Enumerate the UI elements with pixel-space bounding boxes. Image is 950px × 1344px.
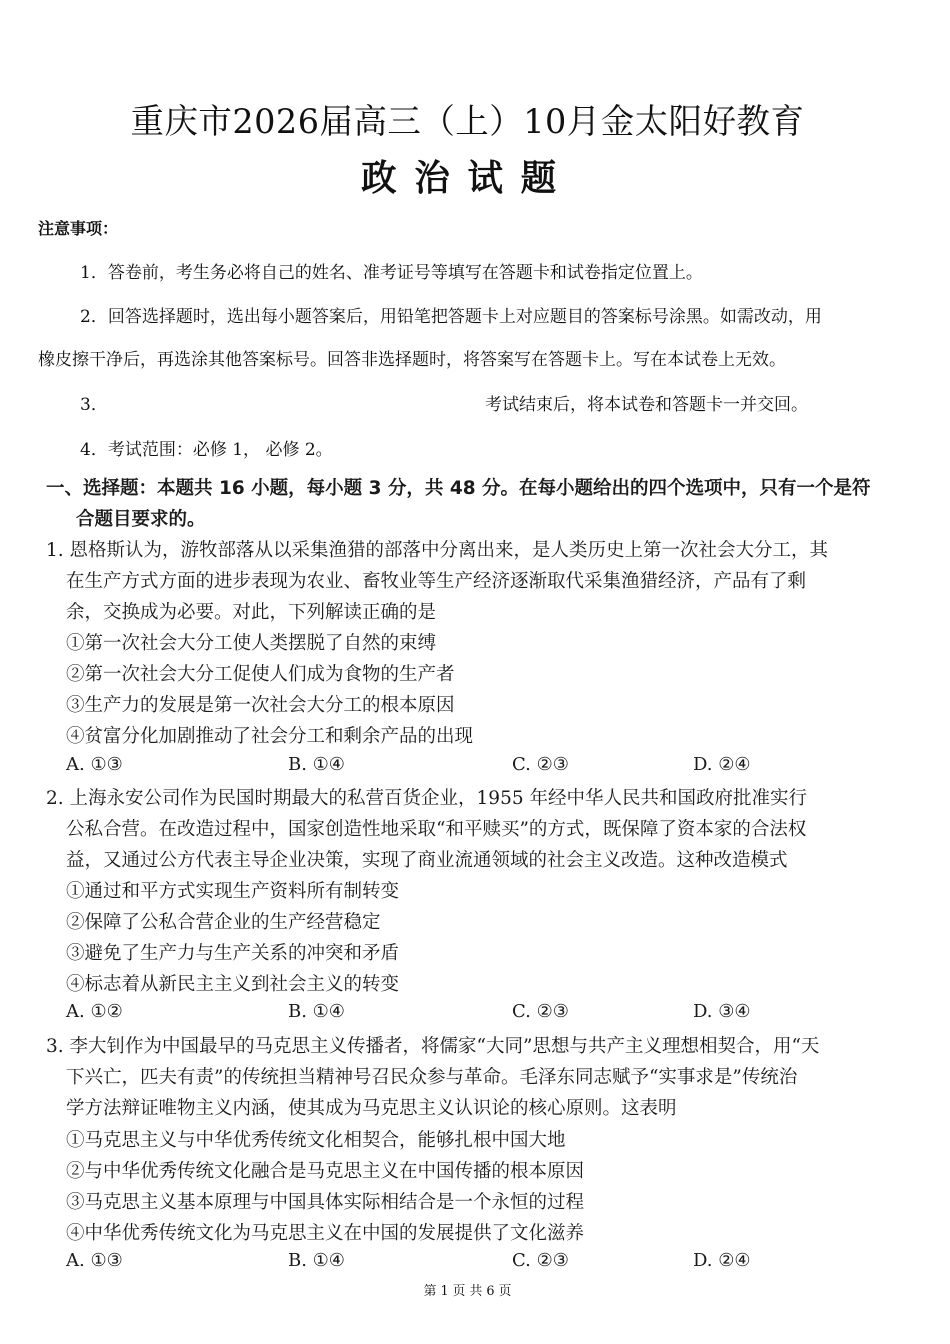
notice-heading: 注意事项： [38, 219, 119, 238]
q1-statement-3: ③生产力的发展是第一次社会大分工的根本原因 [66, 695, 455, 716]
q1-statement-1: ①第一次社会大分工使人类摆脱了自然的束缚 [66, 633, 437, 654]
section-heading: 一、选择题：本题共 16 小题，每小题 3 分，共 48 分。在每小题给出的四个选项中，只有一个是符 [46, 478, 871, 499]
section-heading-cont: 合题目要求的。 [76, 509, 206, 530]
notice-item-2-cont: 橡皮擦干净后，再选涂其他答案标号。回答非选择题时，将答案写在答题卡上。写在本试卷上无效。 [38, 350, 786, 370]
q3-stem-line2: 下兴亡，匹夫有责”的传统担当精神号召民众参与革命。毛泽东同志赋予“实事求是”传统治 [66, 1067, 798, 1088]
q1-stem-line3: 余，交换成为必要。对此，下列解读正确的是 [66, 602, 437, 623]
notice-item-3-text: 考试结束后，将本试卷和答题卡一并交回。 [485, 395, 808, 415]
q1-option-c: C. ②③ [512, 754, 569, 775]
notice-item-4: 4．考试范围：必修 1， 必修 2。 [80, 440, 333, 460]
q3-statement-4: ④中华优秀传统文化为马克思主义在中国的发展提供了文化滋养 [66, 1223, 585, 1244]
q2-stem-line3: 益，又通过公方代表主导企业决策，实现了商业流通领域的社会主义改造。这种改造模式 [66, 850, 788, 871]
q2-statement-2: ②保障了公私合营企业的生产经营稳定 [66, 912, 381, 933]
q2-stem-line1: 2. 上海永安公司作为民国时期最大的私营百货企业，1955 年经中华人民共和国政府批准实行 [46, 788, 807, 809]
q3-statement-1: ①马克思主义与中华优秀传统文化相契合，能够扎根中国大地 [66, 1130, 566, 1151]
q3-option-d: D. ②④ [693, 1250, 751, 1271]
q3-option-a: A. ①③ [66, 1250, 123, 1271]
notice-item-1: 1．答卷前，考生务必将自己的姓名、准考证号等填写在答题卡和试卷指定位置上。 [80, 263, 703, 283]
q1-option-d: D. ②④ [693, 754, 751, 775]
q3-statement-2: ②与中华优秀传统文化融合是马克思主义在中国传播的根本原因 [66, 1161, 585, 1182]
q1-option-a: A. ①③ [66, 754, 123, 775]
q2-statement-4: ④标志着从新民主主义到社会主义的转变 [66, 974, 400, 995]
notice-item-2: 2．回答选择题时，选出每小题答案后，用铅笔把答题卡上对应题目的答案标号涂黑。如需改动，用 [80, 307, 822, 327]
q3-option-b: B. ①④ [288, 1250, 345, 1271]
q3-statement-3: ③马克思主义基本原理与中国具体实际相结合是一个永恒的过程 [66, 1192, 585, 1213]
q2-option-a: A. ①② [66, 1001, 123, 1022]
q1-statement-2: ②第一次社会大分工促使人们成为食物的生产者 [66, 664, 455, 685]
exam-title: 重庆市2026届高三（上）10月金太阳好教育 [130, 102, 805, 142]
q3-stem-line1: 3. 李大钊作为中国最早的马克思主义传播者，将儒家“大同”思想与共产主义理想相契合，用“天 [46, 1036, 820, 1057]
q2-option-c: C. ②③ [512, 1001, 569, 1022]
q1-option-b: B. ①④ [288, 754, 345, 775]
q1-stem-line1: 1. 恩格斯认为，游牧部落从以采集渔猎的部落中分离出来，是人类历史上第一次社会大分工，其 [46, 540, 829, 561]
notice-item-3-number: 3． [80, 395, 108, 415]
page-number: 第 1 页 共 6 页 [423, 1284, 512, 1299]
subject-title: 政治试题 [361, 157, 574, 199]
q2-option-b: B. ①④ [288, 1001, 345, 1022]
q3-option-c: C. ②③ [512, 1250, 569, 1271]
q2-statement-3: ③避免了生产力与生产关系的冲突和矛盾 [66, 943, 400, 964]
q2-stem-line2: 公私合营。在改造过程中，国家创造性地采取“和平赎买”的方式，既保障了资本家的合法权 [66, 819, 807, 840]
q3-stem-line3: 学方法辩证唯物主义内涵，使其成为马克思主义认识论的核心原则。这表明 [66, 1098, 677, 1119]
q2-option-d: D. ③④ [693, 1001, 751, 1022]
q1-statement-4: ④贫富分化加剧推动了社会分工和剩余产品的出现 [66, 726, 474, 747]
q2-statement-1: ①通过和平方式实现生产资料所有制转变 [66, 881, 400, 902]
q1-stem-line2: 在生产方式方面的进步表现为农业、畜牧业等生产经济逐渐取代采集渔猎经济，产品有了剩 [66, 571, 807, 592]
